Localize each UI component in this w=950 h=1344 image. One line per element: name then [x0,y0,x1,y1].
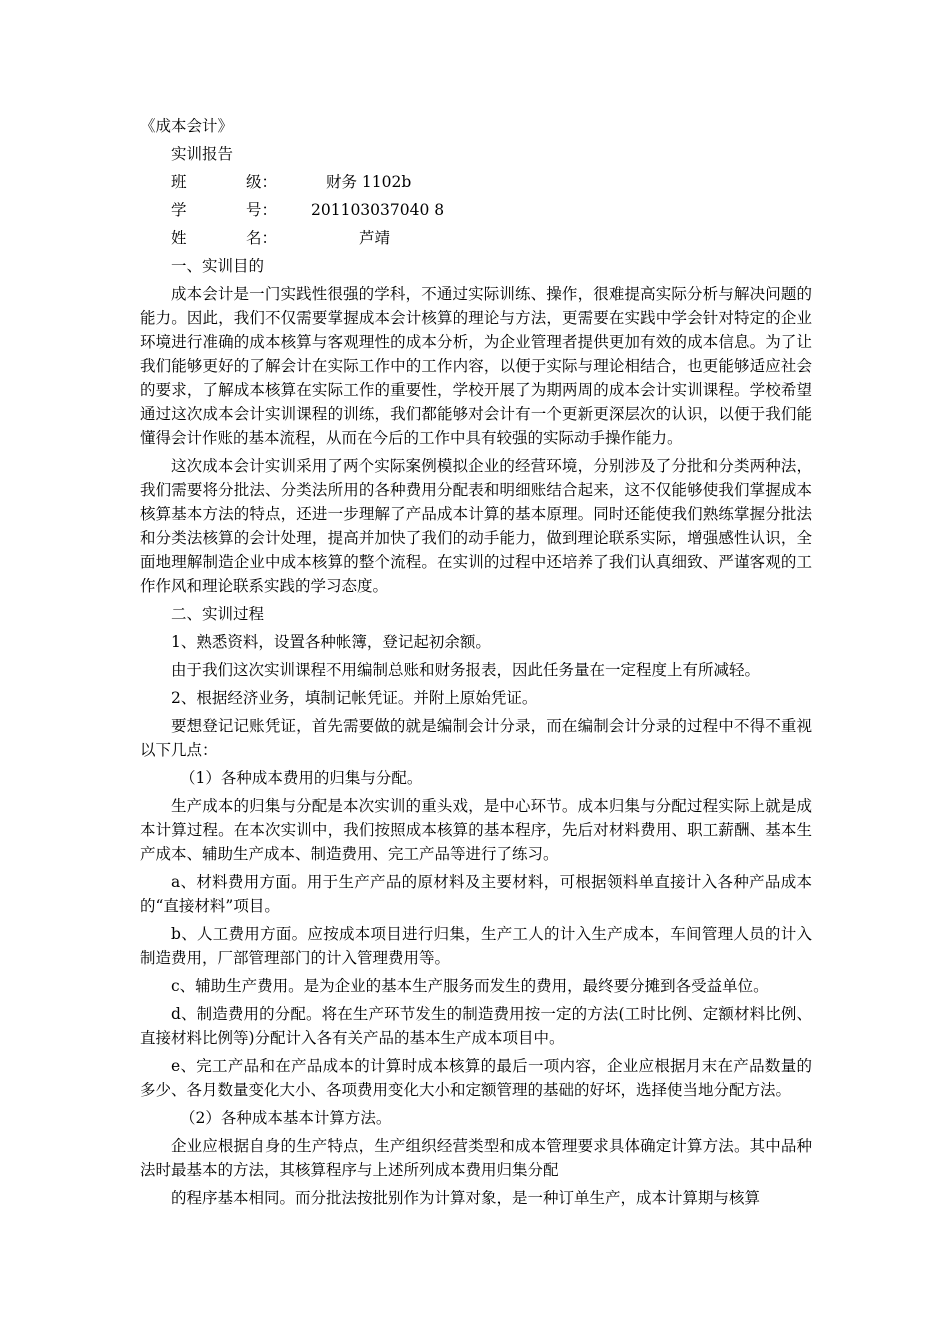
field-student-id-label-1: 学 [171,201,187,219]
field-student-id-label-2: 号： [246,201,278,219]
paragraph-methods-2: 的程序基本相同。而分批法按批别作为计算对象，是一种订单生产，成本计算期与核算 [171,1189,761,1207]
field-student-id-value: 201103037040 8 [311,201,445,219]
section2-heading: 二、实训过程 [171,605,265,623]
step-1: 1、熟悉资料，设置各种帐簿，登记起初余额。 [171,633,491,651]
list-item-c: c、辅助生产费用。是为企业的基本生产服务而发生的费用，最终要分摊到各受益单位。 [171,977,769,995]
paragraph-cost-allocation: 生产成本的归集与分配是本次实训的重头戏，是中心环节。成本归集与分配过程实际上就是成本计算过程。在本次实训中，我们按照成本核算的基本程序，先后对材料费用、职工薪酬、基本生产成本、辅助生产成本、制造费用、完工产品等进行了练习。 [140,797,812,863]
paragraph-methods-1: 企业应根据自身的生产特点，生产组织经营类型和成本管理要求具体确定计算方法。其中品种法时最基本的方法，其核算程序与上述所列成本费用归集分配 [140,1137,812,1179]
field-class-value: 财务 1102b [326,173,412,191]
paragraph-step1-note: 由于我们这次实训课程不用编制总账和财务报表，因此任务量在一定程度上有所减轻。 [171,661,761,679]
list-item-b: b、人工费用方面。应按成本项目进行归集，生产工人的计入生产成本，车间管理人员的计入制造费用，厂部管理部门的计入管理费用等。 [140,925,812,967]
paragraph-purpose-1: 成本会计是一门实践性很强的学科，不通过实际训练、操作，很难提高实际分析与解决问题的能力。因此，我们不仅需要掌握成本会计核算的理论与方法，更需要在实践中学会针对特定的企业环境进行准确的成本核算与客观理性的成本分析，为企业管理者提供更加有效的成本信息。为了让我们能够更好的了解会计在实际工作中的工作内容，以便于实际与理论相结合，也更能够适应社会的要求，了解成本核算在实际工作的重要性，学校开展了为期两周的成本会计实训课程。学校希望通过这次成本会计实训课程的训练，我们都能够对会计有一个更新更深层次的认识，以便于我们能懂得会计作账的基本流程，从而在今后的工作中具有较强的实际动手操作能力。 [140,285,812,447]
subheading-1: （1）各种成本费用的归集与分配。 [180,769,423,787]
list-item-a: a、材料费用方面。用于生产产品的原材料及主要材料，可根据领料单直接计入各种产品成本的“直接材料”项目。 [140,873,812,915]
field-name-label-1: 姓 [171,229,187,247]
field-name-value: 芦靖 [359,229,391,247]
field-name [140,226,812,250]
paragraph-step2-note: 要想登记记账凭证，首先需要做的就是编制会计分录，而在编制会计分录的过程中不得不重视以下几点： [140,717,812,759]
step-2: 2、根据经济业务，填制记帐凭证。并附上原始凭证。 [171,689,538,707]
subheading-2: （2）各种成本基本计算方法。 [180,1109,392,1127]
field-class-label-1: 班 [171,173,187,191]
field-class-label-2: 级： [246,173,278,191]
document-subtitle: 实训报告 [171,145,234,163]
section1-heading: 一、实训目的 [171,257,265,275]
field-student-id [140,198,812,222]
list-item-d: d、制造费用的分配。将在生产环节发生的制造费用按一定的方法(工时比例、定额材料比例、直接材料比例等)分配计入各有关产品的基本生产成本项目中。 [140,1005,812,1047]
document-title: 《成本会计》 [140,117,234,135]
list-item-e: e、完工产品和在产品成本的计算时成本核算的最后一项内容，企业应根据月末在产品数量的多少、各月数量变化大小、各项费用变化大小和定额管理的基础的好坏，选择使当地分配方法。 [140,1057,812,1099]
paragraph-purpose-2: 这次成本会计实训采用了两个实际案例模拟企业的经营环境，分别涉及了分批和分类两种法，我们需要将分批法、分类法所用的各种费用分配表和明细账结合起来，这不仅能够使我们掌握成本核算基本方法的特点，还进一步理解了产品成本计算的基本原理。同时还能使我们熟练掌握分批法和分类法核算的会计处理，提高并加快了我们的动手能力，做到理论联系实际，增强感性认识，全面地理解制造企业中成本核算的整个流程。在实训的过程中还培养了我们认真细致、严谨客观的工作作风和理论联系实践的学习态度。 [140,457,812,595]
document-page [140,114,812,1214]
field-class [140,170,812,194]
field-name-label-2: 名： [246,229,278,247]
